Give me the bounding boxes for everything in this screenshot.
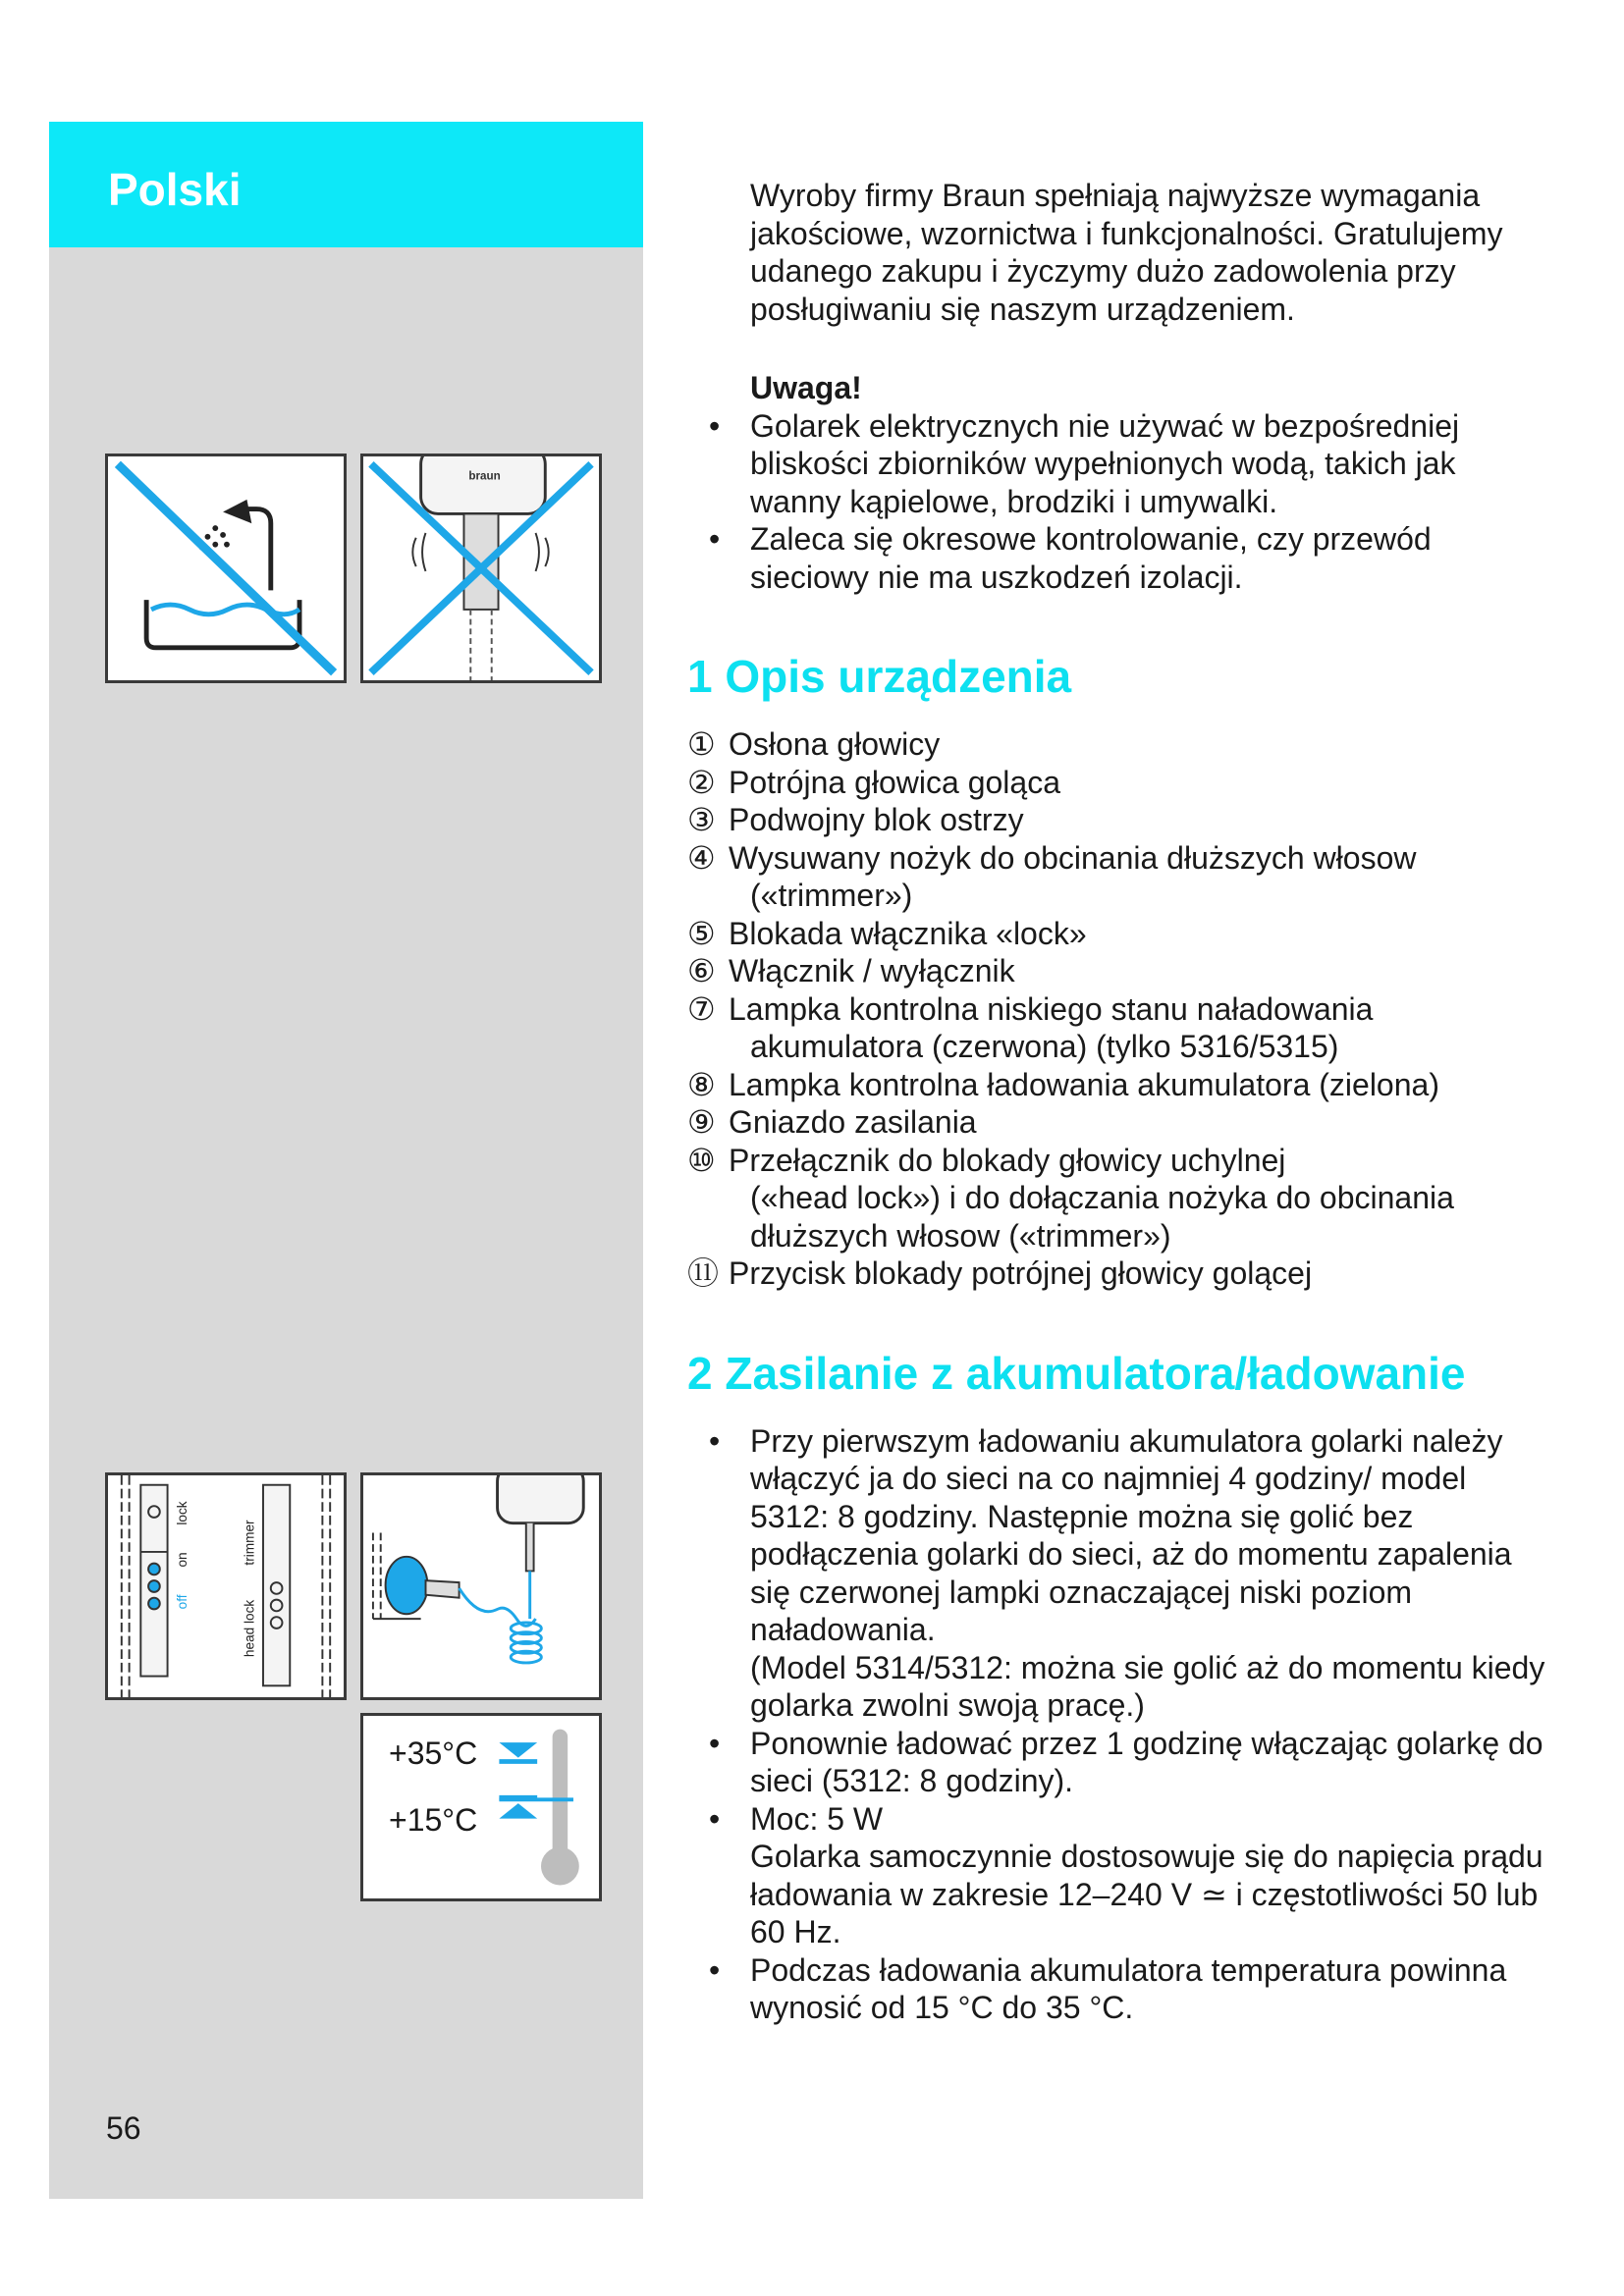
- no-water-shaver-figure: [360, 454, 602, 683]
- bath-warning-icon: [108, 456, 344, 680]
- head-lock-label: head lock: [242, 1599, 257, 1658]
- off-label: off: [175, 1594, 190, 1610]
- page-number: 56: [106, 2110, 141, 2146]
- charging-cord-icon: [363, 1475, 599, 1697]
- charging-list: [687, 1422, 1551, 2027]
- part-item: ⑧ Lampka kontrolna ładowania akumulatora (zielona): [687, 1066, 1439, 1102]
- warning-item: • Zaleca się okresowe kontrolowanie, czy przewód sieciowy nie ma uszkodzeń izolacji.: [709, 521, 1432, 595]
- warning-item: • Golarek elektrycznych nie używać w bezpośredniej bliskości zbiorników wypełnionych wodą, takich jak wanny kąpielowe, brodziki i umywalki.: [709, 407, 1460, 519]
- intro-paragraph: Wyroby firmy Braun spełniają najwyższe wymagania jakościowe, wzornictwa i funkcjonalności. Gratulujemy udanego zakupu i życzymy dużo zadowolenia przy posługiwaniu się naszym urządzeniem.: [750, 178, 1503, 327]
- trimmer-label: trimmer: [242, 1520, 257, 1566]
- charging-item: • Moc: 5 W Golarka samoczynnie dostosowuje się do napięcia prądu ładowania w zakresie 12–240 V ≃ i częstotliwości 50 lub 60 Hz.: [709, 1800, 1543, 1949]
- part-item: ③ Podwojny blok ostrzy: [687, 802, 1024, 837]
- warning-list: [687, 407, 1551, 597]
- section1-title: 1 Opis urządzenia: [687, 651, 1072, 702]
- part-item: ⑦ Lampka kontrolna niskiego stanu naładowania akumulatora (czerwona) (tylko 5316/5315): [687, 990, 1374, 1064]
- parts-list: [687, 725, 1551, 1293]
- braun-brand-mark: braun: [468, 469, 501, 483]
- charging-item: • Podczas ładowania akumulatora temperatura powinna wynosić od 15 °C do 35 °C.: [709, 1951, 1507, 2025]
- part-item: ⑨ Gniazdo zasilania: [687, 1104, 977, 1140]
- temp-high-label: +35°C: [389, 1735, 478, 1771]
- temperature-range-figure: [360, 1713, 602, 1901]
- part-item: ⑥ Włącznik / wyłącznik: [687, 953, 1015, 988]
- part-item: ② Potrójna głowica goląca: [687, 764, 1060, 800]
- language-title: Polski: [108, 164, 242, 215]
- section2-title: 2 Zasilanie z akumulatora/ładowanie: [687, 1347, 1466, 1399]
- part-item: ⑩ Przełącznik do blokady głowicy uchylnej («head lock») i do dołączania nożyka do obcinania dłuższych włosow («trimmer»): [687, 1142, 1454, 1254]
- temp-low-label: +15°C: [389, 1802, 478, 1838]
- main-content: [687, 177, 1551, 2027]
- charging-item: • Przy pierwszym ładowaniu akumulatora golarki należy włączyć ja do sieci na co najmniej 4 godziny/ model 5312: 8 godziny. Następnie można się golić bez podłączenia golarki do sieci, aż do momentu zapalenia się czerwonej lampki oznaczającej niski poziom naładowania. (Model 5314/5312: można sie golić aż do momentu kiedy golarka zwolni swoją pracę.): [709, 1422, 1545, 1723]
- on-label: on: [175, 1552, 190, 1568]
- warning-title: Uwaga!: [750, 370, 862, 405]
- switch-diagram-icon: [108, 1475, 344, 1697]
- part-item: ⑤ Blokada włącznika «lock»: [687, 915, 1087, 951]
- part-item: ① Osłona głowicy: [687, 726, 941, 762]
- part-item: ④ Wysuwany nożyk do obcinania dłuższych włosow («trimmer»): [687, 839, 1417, 913]
- charging-item: • Ponownie ładować przez 1 godzinę włączając golarkę do sieci (5312: 8 godziny).: [709, 1725, 1543, 1798]
- switch-diagram-figure: [105, 1472, 347, 1700]
- charging-cord-figure: [360, 1472, 602, 1700]
- shaver-water-warning-icon: [363, 456, 599, 680]
- no-bath-figure: [105, 454, 347, 683]
- part-item: ⑪ Przycisk blokady potrójnej głowicy golącej: [687, 1255, 1313, 1291]
- lock-label: lock: [175, 1501, 190, 1525]
